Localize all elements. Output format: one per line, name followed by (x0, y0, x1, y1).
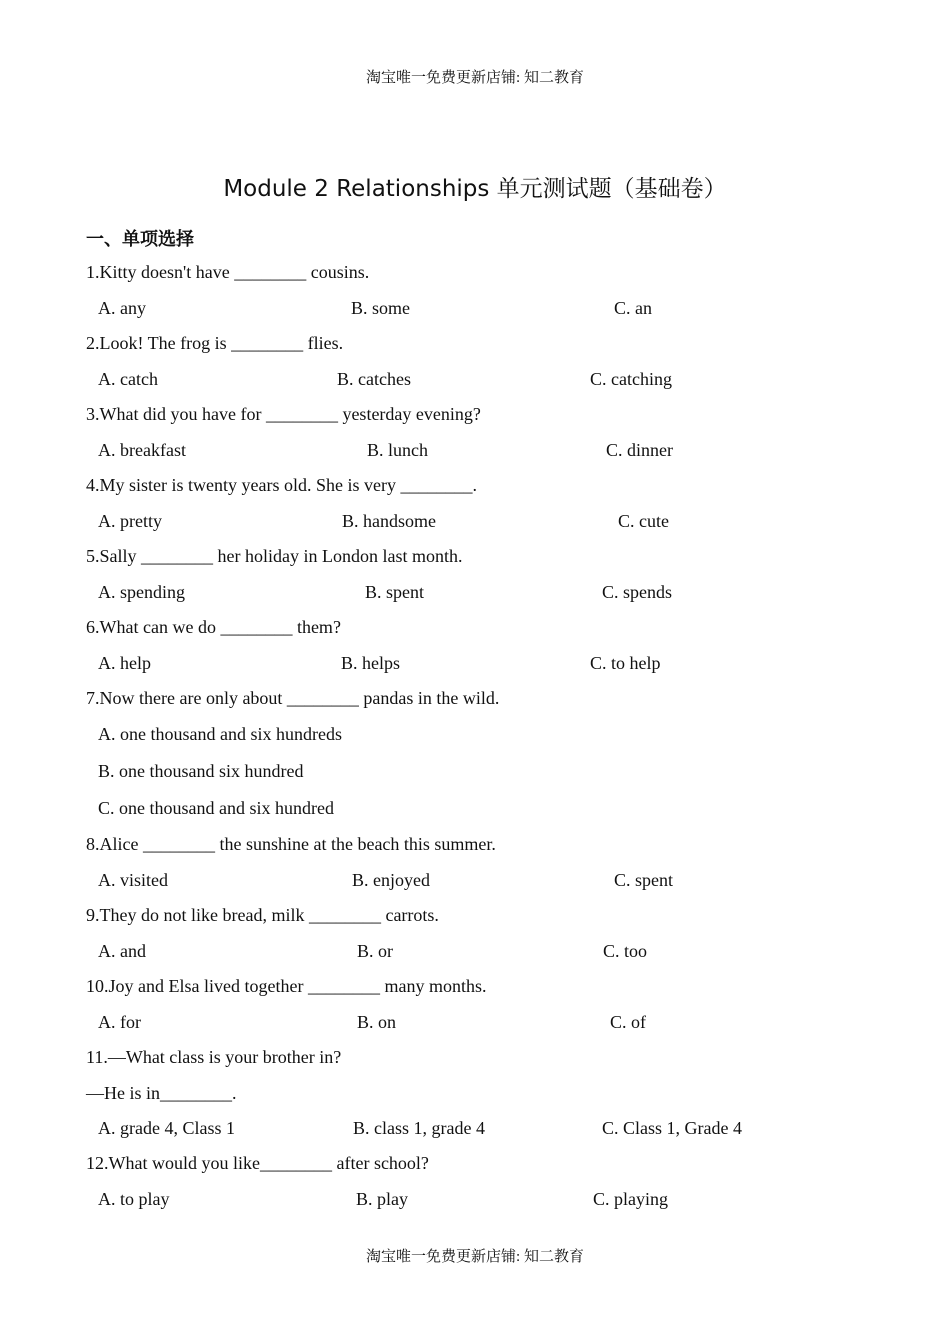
answer-option: A. and (98, 941, 146, 961)
answer-option: A. breakfast (98, 440, 186, 460)
answer-option: C. playing (593, 1189, 668, 1209)
question-stem: 8.Alice ________ the sunshine at the beach this summer. (86, 834, 496, 854)
answer-option: B. lunch (367, 440, 428, 460)
question-stem: 3.What did you have for ________ yesterday evening? (86, 404, 481, 424)
question-stem: 9.They do not like bread, milk ________ carrots. (86, 905, 439, 925)
answer-option: B. or (357, 941, 393, 961)
answer-option: B. spent (365, 582, 425, 602)
answer-option: B. play (356, 1189, 408, 1209)
question-stem: 7.Now there are only about ________ pandas in the wild. (86, 688, 500, 708)
answer-option: C. dinner (606, 440, 673, 460)
answer-option: A. for (98, 1012, 141, 1032)
page-header: 淘宝唯一免费更新店铺: 知二教育 (366, 70, 584, 86)
answer-option: C. catching (590, 369, 672, 389)
page-title: Module 2 Relationships 单元测试题（基础卷） (223, 176, 727, 202)
answer-option: B. some (351, 298, 411, 318)
answer-option: C. spent (614, 870, 674, 890)
question-stem: —He is in________. (86, 1083, 237, 1103)
answer-option: A. grade 4, Class 1 (98, 1118, 235, 1138)
answer-option: C. of (610, 1012, 646, 1032)
question-stem: 1.Kitty doesn't have ________ cousins. (86, 262, 370, 282)
answer-option: C. to help (590, 653, 661, 673)
question-stem: 4.My sister is twenty years old. She is very ________. (86, 475, 477, 495)
answer-option: A. to play (98, 1189, 170, 1209)
question-stem: 11.—What class is your brother in? (86, 1047, 342, 1067)
answer-option: B. one thousand six hundred (98, 761, 304, 781)
answer-option: A. any (98, 298, 146, 318)
answer-option: B. helps (341, 653, 401, 673)
question-stem: 12.What would you like________ after school? (86, 1153, 429, 1173)
answer-option: B. handsome (342, 511, 436, 531)
answer-option: B. class 1, grade 4 (353, 1118, 485, 1138)
answer-option: A. catch (98, 369, 158, 389)
answer-option: B. catches (337, 369, 411, 389)
answer-option: C. an (614, 298, 652, 318)
answer-option: C. spends (602, 582, 673, 602)
page-footer: 淘宝唯一免费更新店铺: 知二教育 (366, 1249, 584, 1265)
question-stem: 5.Sally ________ her holiday in London last month. (86, 546, 463, 566)
answer-option: B. on (357, 1012, 397, 1032)
question-stem: 6.What can we do ________ them? (86, 617, 341, 637)
answer-option: A. help (98, 653, 151, 673)
section-heading: 一、单项选择 (86, 229, 194, 249)
question-stem: 10.Joy and Elsa lived together ________ many months. (86, 976, 487, 996)
question-stem: 2.Look! The frog is ________ flies. (86, 333, 344, 353)
answer-option: A. spending (98, 582, 185, 602)
answer-option: C. one thousand and six hundred (98, 798, 334, 818)
answer-option: C. too (603, 941, 648, 961)
answer-option: A. pretty (98, 511, 162, 531)
answer-option: C. cute (618, 511, 669, 531)
answer-option: A. one thousand and six hundreds (98, 724, 342, 744)
answer-option: A. visited (98, 870, 168, 890)
answer-option: C. Class 1, Grade 4 (602, 1118, 742, 1138)
answer-option: B. enjoyed (352, 870, 430, 890)
